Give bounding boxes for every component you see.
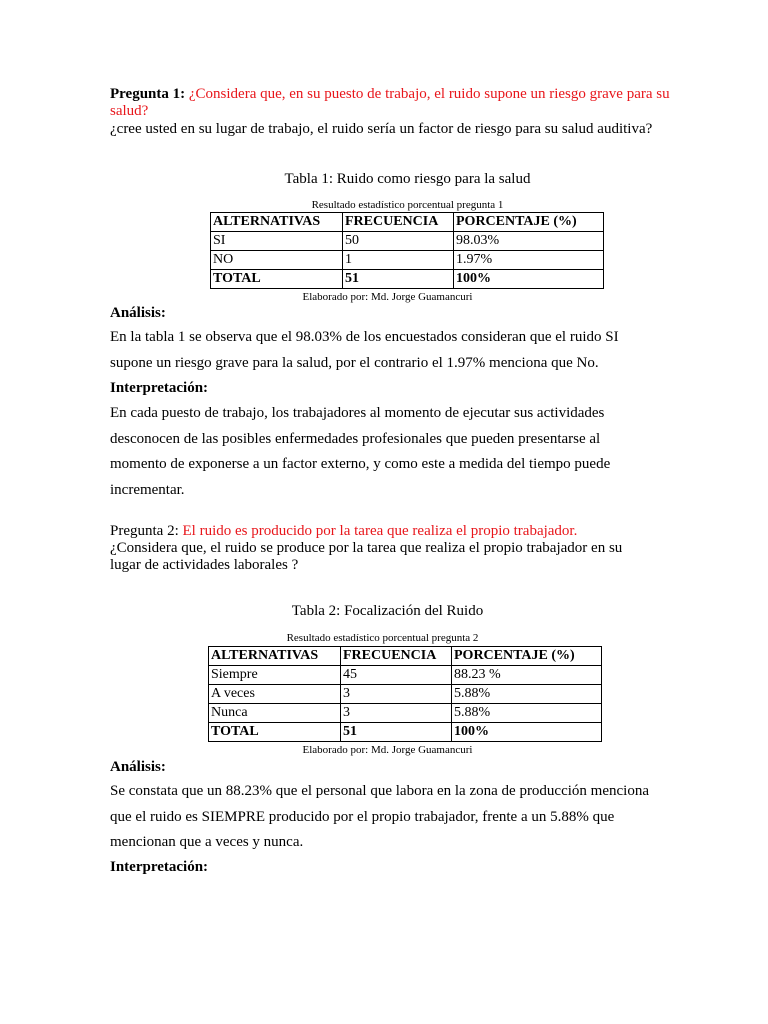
table-cell: 1 xyxy=(343,251,454,270)
table-row xyxy=(211,232,604,251)
table-row xyxy=(209,685,602,704)
table-cell: SI xyxy=(211,232,343,251)
table-cell: A veces xyxy=(209,685,341,704)
interpretation-1-heading: Interpretación: xyxy=(110,380,209,396)
table-cell: 88.23 % xyxy=(452,666,602,685)
table-1-source-note: Elaborado por: Md. Jorge Guamancuri xyxy=(302,291,473,303)
question-2-title: El ruido es producido por la tarea que realiza el propio trabajador. xyxy=(182,523,578,539)
table-2-subcaption: Resultado estadístico porcentual pregunta 2 xyxy=(286,632,479,644)
analysis-1-text: En la tabla 1 se observa que el 98.03% de los encuestados consideran que el ruido SI supone un riesgo grave para la salud, por el contrario el 1.97% menciona que No. xyxy=(110,329,619,371)
table-cell: TOTAL xyxy=(211,270,343,289)
table-total-row xyxy=(211,270,604,289)
analysis-2-heading: Análisis: xyxy=(110,759,166,775)
table-cell: 3 xyxy=(341,685,452,704)
table-header: ALTERNATIVAS xyxy=(211,213,343,232)
question-1 xyxy=(110,86,670,120)
table-cell: Nunca xyxy=(209,704,341,723)
table-row xyxy=(211,251,604,270)
table-1-subcaption: Resultado estadístico porcentual pregunta 1 xyxy=(311,199,504,211)
interpretation-2-heading: Interpretación: xyxy=(110,859,209,875)
question-1-label: Pregunta 1: xyxy=(110,86,186,102)
question-1-title: ¿Considera que, en su puesto de trabajo, el ruido supone un riesgo grave para su salud? xyxy=(110,86,670,119)
question-2 xyxy=(110,523,670,540)
table-2 xyxy=(208,646,602,742)
question-2-alt: ¿Considera que, el ruido se produce por la tarea que realiza el propio trabajador en su lugar de actividades laborales ? xyxy=(110,540,623,573)
table-cell: 50 xyxy=(343,232,454,251)
analysis-2-text: Se constata que un 88.23% que el personal que labora en la zona de producción menciona que el ruido es SIEMPRE producido por el propio trabajador, frente a un 5.88% que mencionan que a veces y nunca. xyxy=(110,783,649,850)
table-cell: 100% xyxy=(452,723,602,742)
question-2-label: Pregunta 2: xyxy=(110,523,179,539)
table-1 xyxy=(210,212,604,289)
table-2-caption: Tabla 2: Focalización del Ruido xyxy=(291,603,484,619)
table-cell: 5.88% xyxy=(452,704,602,723)
table-total-row xyxy=(209,723,602,742)
table-header: FRECUENCIA xyxy=(341,647,452,666)
table-cell: 98.03% xyxy=(454,232,604,251)
table-cell: Siempre xyxy=(209,666,341,685)
table-cell: NO xyxy=(211,251,343,270)
table-cell: 45 xyxy=(341,666,452,685)
table-header: ALTERNATIVAS xyxy=(209,647,341,666)
table-cell: 5.88% xyxy=(452,685,602,704)
table-cell: 3 xyxy=(341,704,452,723)
analysis-1-heading: Análisis: xyxy=(110,305,166,321)
table-row xyxy=(211,213,604,232)
table-cell: TOTAL xyxy=(209,723,341,742)
table-header: PORCENTAJE (%) xyxy=(454,213,604,232)
table-1-caption: Tabla 1: Ruido como riesgo para la salud xyxy=(284,171,531,187)
table-header: FRECUENCIA xyxy=(343,213,454,232)
interpretation-1-text: En cada puesto de trabajo, los trabajadores al momento de ejecutar sus actividades desconocen de las posibles enfermedades profesionales que pueden presentarse al momento de exponerse a un factor externo, y como este a medida del tiempo puede incrementar. xyxy=(110,405,611,498)
table-row xyxy=(209,704,602,723)
table-header: PORCENTAJE (%) xyxy=(452,647,602,666)
table-cell: 100% xyxy=(454,270,604,289)
table-cell: 51 xyxy=(343,270,454,289)
table-row xyxy=(209,666,602,685)
question-1-alt: ¿cree usted en su lugar de trabajo, el ruido sería un factor de riesgo para su salud auditiva? xyxy=(110,121,653,137)
table-cell: 1.97% xyxy=(454,251,604,270)
table-2-source-note: Elaborado por: Md. Jorge Guamancuri xyxy=(302,744,473,756)
table-cell: 51 xyxy=(341,723,452,742)
table-row xyxy=(209,647,602,666)
